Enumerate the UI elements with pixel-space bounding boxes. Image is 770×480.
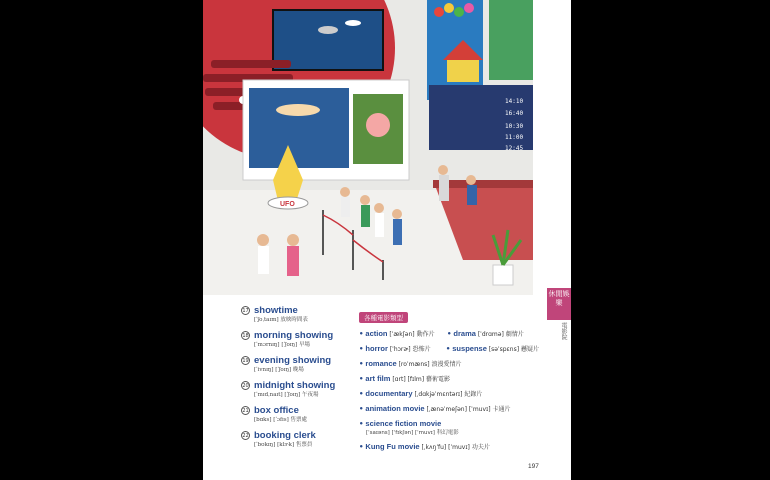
- genre-phonetic: [səˈspɛns]: [488, 346, 520, 353]
- board-time-5: 12:45: [505, 145, 524, 152]
- genre-item: • horror [ˈhɔrɚ] 恐怖片: [359, 344, 431, 353]
- genre-row: [359, 443, 539, 452]
- genre-row: [359, 375, 539, 384]
- cinema-illustration: [203, 0, 533, 295]
- genre-word: Kung Fu movie: [365, 442, 420, 451]
- genre-word: documentary: [365, 389, 413, 398]
- genre-translation: 劇情片: [505, 331, 524, 338]
- genre-word: drama: [453, 329, 476, 338]
- vocab-phonetic: [ˈivnɪŋ] [ˈʃoɪŋ]: [254, 367, 292, 373]
- genre-row: [359, 330, 539, 339]
- board-time-1: 14:10: [505, 98, 524, 105]
- vocab-word: box office: [254, 405, 299, 416]
- vocab-item: [241, 405, 366, 424]
- vocab-phonetic: [ˈmɪdˌnaɪt] [ˈʃoɪŋ]: [254, 392, 301, 398]
- genre-row: [359, 390, 539, 399]
- board-time-4: 11:00: [505, 134, 524, 141]
- vocab-translation: 放映時間表: [280, 317, 308, 323]
- genre-item: • action [ˈækʃən] 動作片: [359, 329, 435, 338]
- vocab-translation: 午夜場: [302, 392, 319, 398]
- genre-word: horror: [365, 344, 388, 353]
- vocab-word: midnight showing: [254, 380, 336, 391]
- vocab-translation: 早場: [298, 342, 310, 348]
- vocab-translation: 售票處: [290, 417, 308, 423]
- genre-translation: 藝術電影: [426, 376, 451, 383]
- genre-translation: 功夫片: [471, 444, 490, 451]
- genre-item: • documentary [ˌdɑkjəˈmɛntərɪ] 紀錄片: [359, 389, 483, 398]
- genre-translation: 紀錄片: [464, 391, 483, 398]
- genre-item: • art film [ɑrt] [fɪlm] 藝術電影: [359, 374, 451, 383]
- vocab-phonetic: [ˈʃoˌtaɪm]: [254, 317, 279, 323]
- genre-translation: 科幻電影: [436, 430, 459, 436]
- genre-item: • drama [ˈdrɑmə] 劇情片: [447, 329, 524, 338]
- vocab-item: [241, 380, 366, 399]
- genre-word: animation movie: [365, 404, 425, 413]
- vocab-word: showtime: [254, 305, 298, 316]
- genre-phonetic: [ˈdrɑmə]: [477, 331, 504, 338]
- vocab-number: 17: [242, 308, 249, 314]
- genre-word: action: [365, 329, 388, 338]
- chapter-tab[interactable]: 休閒娛樂: [547, 288, 571, 320]
- vocab-word: booking clerk: [254, 430, 316, 441]
- genre-translation: 動作片: [416, 331, 435, 338]
- vocab-number: 21: [242, 408, 249, 414]
- vocab-item: [241, 305, 366, 324]
- vocab-word: evening showing: [254, 355, 332, 366]
- vocab-phonetic: [bɑks] [ˈɔfɪs]: [254, 417, 289, 423]
- genre-list: [359, 305, 539, 452]
- book-page: [203, 0, 547, 480]
- genre-translation: 懸疑片: [520, 346, 539, 353]
- genre-phonetic: [ɑrt] [fɪlm]: [392, 376, 425, 383]
- board-time-2: 16:40: [505, 110, 524, 117]
- vocab-number: 20: [242, 383, 249, 389]
- genre-phonetic: [ˌdɑkjəˈmɛntərɪ]: [414, 391, 463, 398]
- vocab-number: 19: [242, 358, 249, 364]
- vocabulary-list: [241, 305, 366, 455]
- genre-title: 各種電影類型: [359, 312, 408, 323]
- cinema-scene: [203, 0, 533, 295]
- board-time-3: 10:30: [505, 123, 524, 130]
- vocab-translation: 晚場: [292, 367, 304, 373]
- genre-item: • science fiction movie [ˈsaɪəns] [ˈfɪkʃən] [ˈmuvɪ] 科幻電影: [359, 419, 459, 436]
- vocab-translation: 售票員: [295, 442, 313, 448]
- genre-word: art film: [365, 374, 391, 383]
- page-number: 197: [528, 463, 539, 470]
- vocab-phonetic: [ˈbʊkɪŋ] [klɝk]: [254, 442, 295, 448]
- genre-row: [359, 405, 539, 414]
- genre-word: suspense: [452, 344, 487, 353]
- genre-item: • suspense [səˈspɛns] 懸疑片: [445, 344, 539, 353]
- vocab-word: morning showing: [254, 330, 334, 341]
- genre-translation: 浪漫愛情片: [431, 361, 462, 368]
- vocab-number: 18: [242, 333, 249, 339]
- vocab-phonetic: [ˈmɔrnɪŋ] [ˈʃoɪŋ]: [254, 342, 298, 348]
- genre-translation: 卡通片: [492, 406, 511, 413]
- genre-item: • romance [roˈmæns] 浪漫愛情片: [359, 359, 462, 368]
- genre-phonetic: [ˌkʌŋˈfu] [ˈmuvɪ]: [421, 444, 470, 451]
- genre-phonetic: [ˌænəˈmeʃən] [ˈmuvɪ]: [426, 406, 491, 413]
- vocab-item: [241, 430, 366, 449]
- vocab-number: 22: [242, 433, 249, 439]
- ufo-movie-poster: [249, 88, 349, 168]
- genre-phonetic: [ˈhɔrɚ]: [389, 346, 411, 353]
- genre-phonetic: [roˈmæns]: [398, 361, 430, 368]
- genre-translation: 恐怖片: [412, 346, 431, 353]
- genre-phonetic: [ˈækʃən]: [389, 331, 415, 338]
- vocab-item: [241, 330, 366, 349]
- genre-item: • Kung Fu movie [ˌkʌŋˈfu] [ˈmuvɪ] 功夫片: [359, 442, 490, 451]
- genre-item: • animation movie [ˌænəˈmeʃən] [ˈmuvɪ] 卡通片: [359, 404, 511, 413]
- chapter-subtitle: 電影院: [560, 322, 567, 340]
- genre-row: [359, 345, 539, 354]
- genre-row: [359, 420, 539, 437]
- genre-word: science fiction movie: [365, 419, 442, 428]
- genre-row: [359, 360, 539, 369]
- chapter-sidebar: [547, 0, 571, 480]
- vocab-item: [241, 355, 366, 374]
- genre-phonetic: [ˈsaɪəns] [ˈfɪkʃən] [ˈmuvɪ]: [366, 430, 435, 436]
- genre-word: romance: [365, 359, 397, 368]
- ufo-text: UFO: [280, 201, 295, 208]
